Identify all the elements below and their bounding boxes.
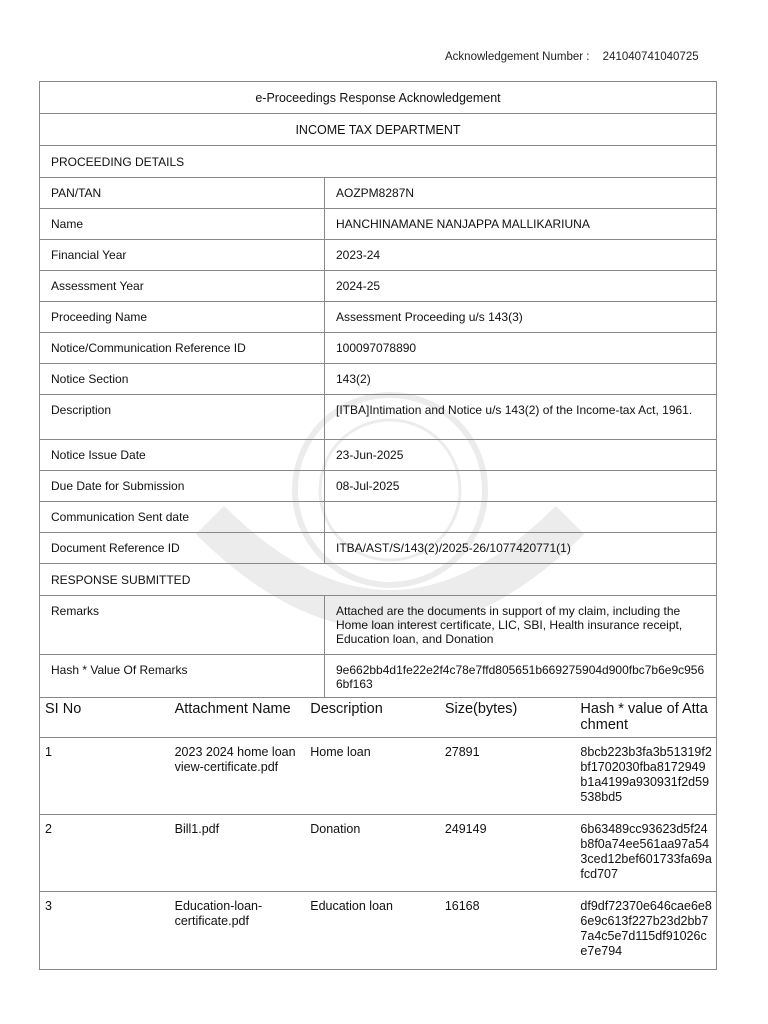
detail-row xyxy=(40,395,717,440)
detail-label: Description xyxy=(40,395,325,440)
detail-label: PAN/TAN xyxy=(40,178,325,209)
detail-row xyxy=(40,178,717,209)
detail-label: Proceeding Name xyxy=(40,302,325,333)
detail-value: 143(2) xyxy=(325,364,717,395)
attachment-description: Home loan xyxy=(310,745,371,759)
detail-row xyxy=(40,302,717,333)
attachment-row xyxy=(40,815,716,892)
detail-row xyxy=(40,596,717,655)
attachment-row xyxy=(40,892,716,970)
attachment-name: Education-loan-certificate.pdf xyxy=(174,899,263,928)
detail-value: 2023-24 xyxy=(325,240,717,271)
attachment-serial: 2 xyxy=(45,822,52,836)
detail-row xyxy=(40,333,717,364)
attachment-size: 16168 xyxy=(444,899,480,913)
attachments-header-row xyxy=(40,696,716,738)
attachment-hash: df9df72370e646cae6e86e9c613f227b23d2bb77a4c5e7d115df91026ce7e794 xyxy=(580,899,712,958)
detail-value: 100097078890 xyxy=(325,333,717,364)
detail-row xyxy=(40,364,717,395)
detail-row xyxy=(40,533,717,564)
detail-row xyxy=(40,271,717,302)
attachment-hash: 6b63489cc93623d5f24b8f0a74ee561aa97a543ced12bef601733fa69afcd707 xyxy=(580,822,712,881)
attachment-size: 249149 xyxy=(444,822,487,836)
detail-label: Notice Issue Date xyxy=(40,440,325,471)
detail-value: 9e662bb4d1fe22e2f4c78e7ffd805651b669275904d900fbc7b6e9c9566bf163 xyxy=(325,655,717,698)
attachment-name: 2023 2024 home loan view-certificate.pdf xyxy=(174,745,296,774)
detail-label: Due Date for Submission xyxy=(40,471,325,502)
attachment-size: 27891 xyxy=(444,745,480,759)
detail-row xyxy=(40,240,717,271)
attachment-description: Education loan xyxy=(310,899,393,913)
column-header: Attachment Name xyxy=(174,701,291,717)
detail-label: Name xyxy=(40,209,325,240)
detail-row xyxy=(40,440,717,471)
attachment-row xyxy=(40,738,716,815)
column-header: SI No xyxy=(45,701,82,717)
proceeding-details-table xyxy=(39,81,717,698)
detail-label: Assessment Year xyxy=(40,271,325,302)
department-heading: INCOME TAX DEPARTMENT xyxy=(40,114,717,146)
response-section-heading: RESPONSE SUBMITTED xyxy=(40,564,717,596)
detail-value: ITBA/AST/S/143(2)/2025-26/1077420771(1) xyxy=(325,533,717,564)
detail-row xyxy=(40,502,717,533)
proceeding-section-heading: PROCEEDING DETAILS xyxy=(40,146,717,178)
detail-value: Assessment Proceeding u/s 143(3) xyxy=(325,302,717,333)
document-title: e-Proceedings Response Acknowledgement xyxy=(40,82,717,114)
acknowledgement-label: Acknowledgement Number : xyxy=(445,51,590,63)
detail-label: Communication Sent date xyxy=(40,502,325,533)
attachment-serial: 3 xyxy=(45,899,52,913)
detail-label: Document Reference ID xyxy=(40,533,325,564)
detail-value: HANCHINAMANE NANJAPPA MALLIKARIUNA xyxy=(325,209,717,240)
detail-value: 23-Jun-2025 xyxy=(325,440,717,471)
attachment-hash: 8bcb223b3fa3b51319f2bf1702030fba8172949b1a4199a930931f2d59538bd5 xyxy=(580,745,712,804)
column-header: Hash * value of Attachment xyxy=(580,701,708,733)
detail-label: Remarks xyxy=(40,596,325,655)
detail-label: Notice Section xyxy=(40,364,325,395)
detail-value: 2024-25 xyxy=(325,271,717,302)
detail-row xyxy=(40,471,717,502)
detail-label: Notice/Communication Reference ID xyxy=(40,333,325,364)
acknowledgement-value: 241040741040725 xyxy=(602,51,699,63)
detail-row xyxy=(40,209,717,240)
attachment-serial: 1 xyxy=(45,745,52,759)
detail-value: [ITBA]Intimation and Notice u/s 143(2) of the Income-tax Act, 1961. xyxy=(325,395,717,440)
attachment-name: Bill1.pdf xyxy=(174,822,220,836)
column-header: Size(bytes) xyxy=(444,701,518,717)
detail-value xyxy=(325,502,717,533)
column-header: Description xyxy=(310,701,383,717)
detail-value: Attached are the documents in support of my claim, including the Home loan interest certificate, LIC, SBI, Health insurance receipt, Education loan, and Donation xyxy=(325,596,717,655)
detail-label: Hash * Value Of Remarks xyxy=(40,655,325,698)
detail-label: Financial Year xyxy=(40,240,325,271)
acknowledgement-number xyxy=(445,51,699,63)
attachments-table xyxy=(39,696,717,970)
attachment-description: Donation xyxy=(310,822,361,836)
detail-value: AOZPM8287N xyxy=(325,178,717,209)
detail-value: 08-Jul-2025 xyxy=(325,471,717,502)
detail-row xyxy=(40,655,717,698)
